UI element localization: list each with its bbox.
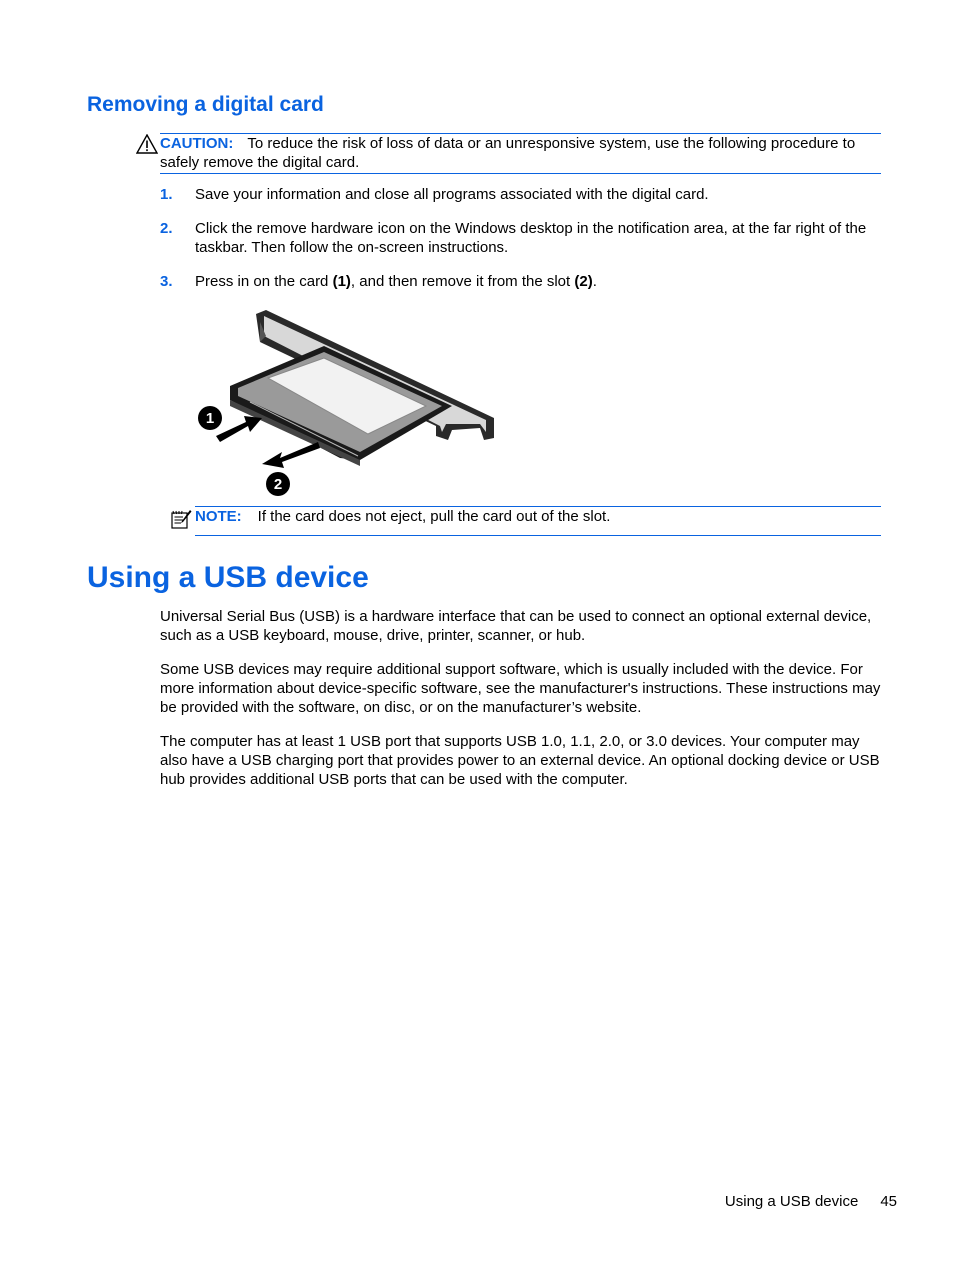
caution-box — [160, 133, 881, 174]
step-item — [160, 219, 880, 257]
callout-1 — [198, 406, 222, 430]
step-text: Click the remove hardware icon on the Windows desktop in the notification area, at the far right of the taskbar. Then follow the on-screen instructions. — [195, 220, 867, 256]
step-text-part: , and then remove it from the slot — [350, 273, 575, 290]
step-number: 2. — [160, 220, 173, 237]
step-text — [195, 272, 880, 291]
note-box — [195, 506, 881, 536]
step-text-part: . — [592, 273, 597, 290]
note-text: If the card does not eject, pull the card out of the slot. — [257, 508, 611, 525]
digital-card-illustration — [190, 306, 500, 502]
usb-paragraph: Universal Serial Bus (USB) is a hardware interface that can be used to connect an optional external device, such as a USB keyboard, mouse, drive, printer, scanner, or hub. — [160, 608, 872, 644]
callout-2 — [266, 472, 290, 496]
caution-label: CAUTION: — [160, 135, 234, 152]
digital-card — [230, 346, 452, 466]
callout-ref-1: (1) — [332, 273, 351, 290]
usb-heading: Using a USB device — [87, 561, 369, 594]
caution-text: To reduce the risk of loss of data or an unresponsive system, use the following procedure to safely remove the digital card. — [160, 135, 856, 171]
step-text-part: Press in on the card — [195, 273, 333, 290]
note-label: NOTE: — [195, 508, 242, 525]
page-number: 45 — [880, 1193, 897, 1210]
note-icon — [170, 508, 192, 530]
warning-icon — [136, 134, 158, 154]
remove-arrow — [262, 442, 320, 468]
callout-1-label: 1 — [205, 410, 215, 427]
footer-section: Using a USB device — [724, 1193, 859, 1210]
usb-paragraph: Some USB devices may require additional support software, which is usually included with the device. For more information about device-specific software, see the manufacturer's instructions. These instructions may be provided with the software, on disc, or on the manufacturer’s website. — [160, 661, 881, 716]
insert-arrow — [216, 416, 262, 442]
step-text: Save your information and close all programs associated with the digital card. — [195, 186, 709, 203]
usb-paragraph: The computer has at least 1 USB port that supports USB 1.0, 1.1, 2.0, or 3.0 devices. Your computer may also have a USB charging port that provides power to an external device. An optional docking device or USB hub provides additional USB ports that can be used with the computer. — [160, 733, 880, 788]
callout-2-label: 2 — [273, 476, 283, 493]
step-number: 1. — [160, 186, 173, 203]
step-number: 3. — [160, 273, 173, 290]
step-item — [160, 185, 880, 204]
step-item — [160, 272, 880, 291]
page-footer — [725, 1192, 897, 1211]
section-heading: Removing a digital card — [87, 93, 324, 116]
callout-ref-2: (2) — [574, 273, 593, 290]
